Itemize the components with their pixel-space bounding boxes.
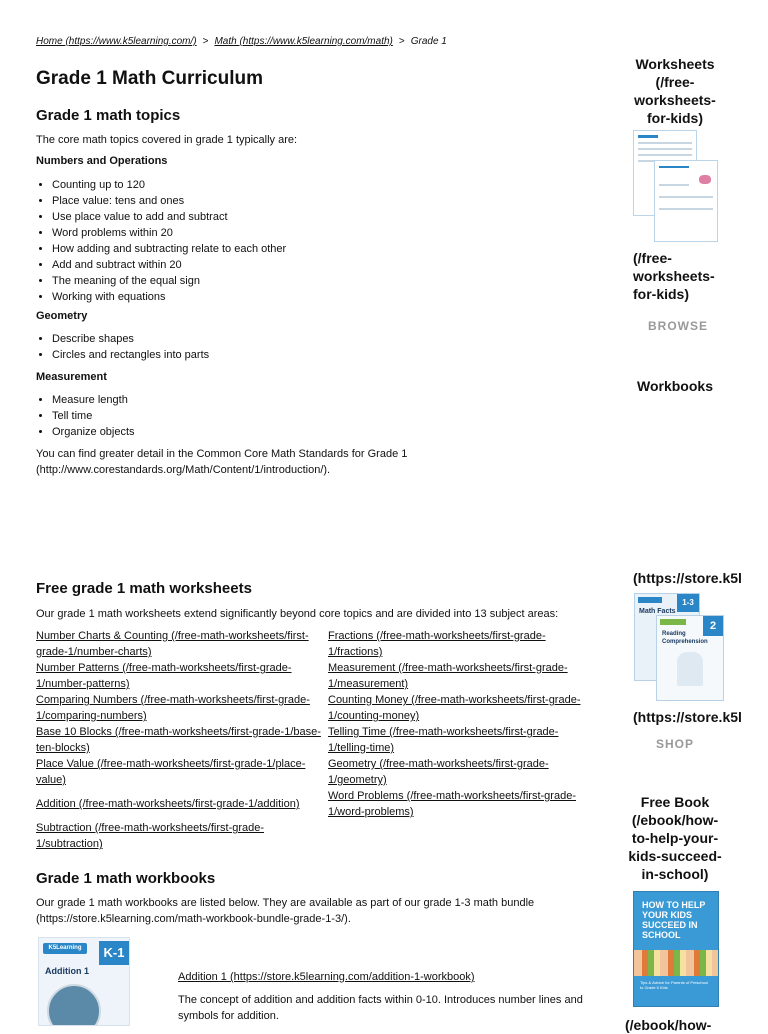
- list-item: • How adding and subtracting relate to each other: [52, 241, 286, 257]
- worksheets-intro: Our grade 1 math worksheets extend significantly beyond core topics and are divided into 13 subject areas:: [36, 608, 559, 620]
- worksheet-link-word-problems[interactable]: Word Problems (/free-math-worksheets/first-grade-1/word-problems): [328, 790, 576, 818]
- worksheet-line: [659, 208, 713, 210]
- sidebar-workbooks-title: Workbooks: [637, 378, 713, 394]
- workbooks-heading: Grade 1 math workbooks: [36, 870, 216, 887]
- numbers-list: [36, 177, 286, 305]
- worksheet-link-addition[interactable]: Addition (/free-math-worksheets/first-grade-1/addition): [36, 798, 300, 810]
- worksheet-line: [638, 142, 692, 144]
- workbooks-intro-suffix: .: [347, 913, 351, 925]
- section-title-geometry: Geometry: [36, 310, 88, 322]
- worksheet-link-place-value[interactable]: Place Value (/free-math-worksheets/first-grade-1/place-value): [36, 758, 306, 786]
- section-title-numbers: Numbers and Operations: [36, 155, 168, 167]
- breadcrumb-math-link[interactable]: Math (https://www.k5learning.com/math): [214, 36, 393, 47]
- section-title-measurement: Measurement: [36, 371, 107, 383]
- measurement-list: [36, 392, 135, 440]
- page-title: Grade 1 Math Curriculum: [36, 68, 263, 89]
- sidebar-worksheets-title[interactable]: Worksheets (/free-worksheets-for-kids): [634, 56, 716, 126]
- worksheet-title-bar: [659, 166, 689, 168]
- worksheet-link-telling-time[interactable]: Telling Time (/free-math-worksheets/first-grade-1/telling-time): [328, 726, 559, 754]
- breadcrumb: [36, 36, 447, 47]
- standards-paragraph: [36, 446, 436, 478]
- list-item: • Working with equations: [52, 289, 286, 305]
- worksheet-links-left: [36, 628, 328, 852]
- worksheet-line: [659, 184, 689, 186]
- worksheet-page-front: [654, 160, 718, 242]
- worksheet-line: [659, 196, 713, 198]
- ebook-link[interactable]: (/ebook/how-: [625, 1017, 712, 1033]
- worksheet-links-grid: [36, 628, 596, 852]
- workbooks-intro-prefix: Our grade 1 math workbooks are listed below. They are available as part of our: [36, 897, 424, 909]
- standards-prefix: You can find greater detail in the: [36, 448, 197, 460]
- store-link-bottom[interactable]: (https://store.k5l: [633, 709, 742, 725]
- k5-logo-badge: [43, 943, 87, 954]
- list-item: • Place value: tens and ones: [52, 193, 286, 209]
- worksheets-thumbnail[interactable]: [633, 130, 719, 240]
- cover-grade-badge: 2: [703, 616, 723, 636]
- breadcrumb-separator: >: [202, 36, 209, 47]
- cover-title: Addition 1: [45, 966, 89, 976]
- list-item: • Use place value to add and subtract: [52, 209, 286, 225]
- worksheet-link-fractions[interactable]: Fractions (/free-math-worksheets/first-grade-1/fractions): [328, 630, 546, 658]
- store-link-top[interactable]: (https://store.k5l: [633, 570, 742, 586]
- list-item: • Word problems within 20: [52, 225, 286, 241]
- list-item: • Add and subtract within 20: [52, 257, 286, 273]
- worksheet-link-comparing-numbers[interactable]: Comparing Numbers (/free-math-worksheets/first-grade-1/comparing-numbers): [36, 694, 310, 722]
- cover-logo: [638, 597, 662, 603]
- breadcrumb-separator: >: [398, 36, 405, 47]
- worksheet-link-base-ten-blocks[interactable]: Base 10 Blocks (/free-math-worksheets/first-grade-1/base-ten-blocks): [36, 726, 321, 754]
- sidebar-worksheets-link[interactable]: (/free-worksheets-for-kids): [633, 250, 715, 302]
- worksheet-logo-mark: [638, 135, 658, 138]
- list-item: • Circles and rectangles into parts: [52, 347, 209, 363]
- topics-intro: The core math topics covered in grade 1 typically are:: [36, 134, 298, 146]
- addition-1-link[interactable]: Addition 1 (https://store.k5learning.com/addition-1-workbook): [178, 971, 475, 983]
- list-item: • Organize objects: [52, 424, 135, 440]
- math-facts-title: Math Facts: [639, 608, 676, 615]
- worksheet-line: [638, 148, 692, 150]
- worksheet-link-counting-money[interactable]: Counting Money (/free-math-worksheets/first-grade-1/counting-money): [328, 694, 581, 722]
- cover-grade-badge: 1-3: [677, 594, 699, 612]
- free-book-title[interactable]: Free Book (/ebook/how-to-help-your-kids-succeed-in-school): [628, 794, 722, 882]
- list-item: • Measure length: [52, 392, 135, 408]
- ebook-cover-image[interactable]: [633, 891, 719, 1007]
- breadcrumb-current: Grade 1: [410, 36, 447, 47]
- pig-illustration: [699, 175, 711, 184]
- grade-badge: K-1: [99, 941, 129, 965]
- worksheet-link-number-charts[interactable]: Number Charts & Counting (/free-math-worksheets/first-grade-1/number-charts): [36, 630, 309, 658]
- addition-1-description: The concept of addition and addition facts within 0-10. Introduces number lines and symbols for addition.: [178, 994, 583, 1022]
- worksheet-link-number-patterns[interactable]: Number Patterns (/free-math-worksheets/first-grade-1/number-patterns): [36, 662, 292, 690]
- cover-character-illustration: [677, 652, 703, 686]
- worksheets-heading: Free grade 1 math worksheets: [36, 580, 252, 597]
- addition-1-cover-image[interactable]: [38, 937, 130, 1026]
- workbooks-intro: [36, 895, 556, 927]
- list-item: • Tell time: [52, 408, 135, 424]
- grade-1-3-bundle-link[interactable]: grade 1-3 math bundle (https://store.k5learning.com/math-workbook-bundle-grade-1-3/): [36, 897, 535, 925]
- worksheet-link-measurement[interactable]: Measurement (/free-math-worksheets/first-grade-1/measurement): [328, 662, 568, 690]
- breadcrumb-home-link[interactable]: Home (https://www.k5learning.com/): [36, 36, 197, 47]
- worksheet-link-subtraction[interactable]: Subtraction (/free-math-worksheets/first-grade-1/subtraction): [36, 822, 265, 850]
- common-core-link[interactable]: Common Core Math Standards for Grade 1 (http://www.corestandards.org/Math/Content/1/introduction/): [36, 448, 408, 476]
- ebook-cover-kids-illustration: [634, 950, 718, 976]
- reading-comprehension-title: Reading Comprehension: [662, 631, 708, 645]
- geometry-list: [36, 331, 209, 363]
- worksheet-links-right: [328, 628, 596, 852]
- standards-suffix: .: [327, 464, 331, 476]
- cover-illustration: [47, 984, 101, 1026]
- cover-logo: [660, 619, 686, 625]
- list-item: • Describe shapes: [52, 331, 209, 347]
- browse-button[interactable]: BROWSE: [648, 319, 708, 333]
- k5-logo-text: K5Learning: [48, 945, 82, 951]
- shop-button[interactable]: SHOP: [656, 737, 695, 751]
- workbooks-thumbnail[interactable]: [634, 593, 722, 699]
- ebook-cover-subtitle: Tips & Advice for Parents of Preschool to Grade 5 Kids: [640, 980, 709, 990]
- reading-comprehension-cover: [656, 615, 724, 701]
- topics-heading: Grade 1 math topics: [36, 107, 181, 124]
- ebook-cover-title: HOW TO HELP YOUR KIDS SUCCEED IN SCHOOL: [642, 900, 706, 940]
- worksheet-link-geometry[interactable]: Geometry (/free-math-worksheets/first-grade-1/geometry): [328, 758, 549, 786]
- worksheet-line: [638, 154, 692, 156]
- list-item: • The meaning of the equal sign: [52, 273, 286, 289]
- list-item: • Counting up to 120: [52, 177, 286, 193]
